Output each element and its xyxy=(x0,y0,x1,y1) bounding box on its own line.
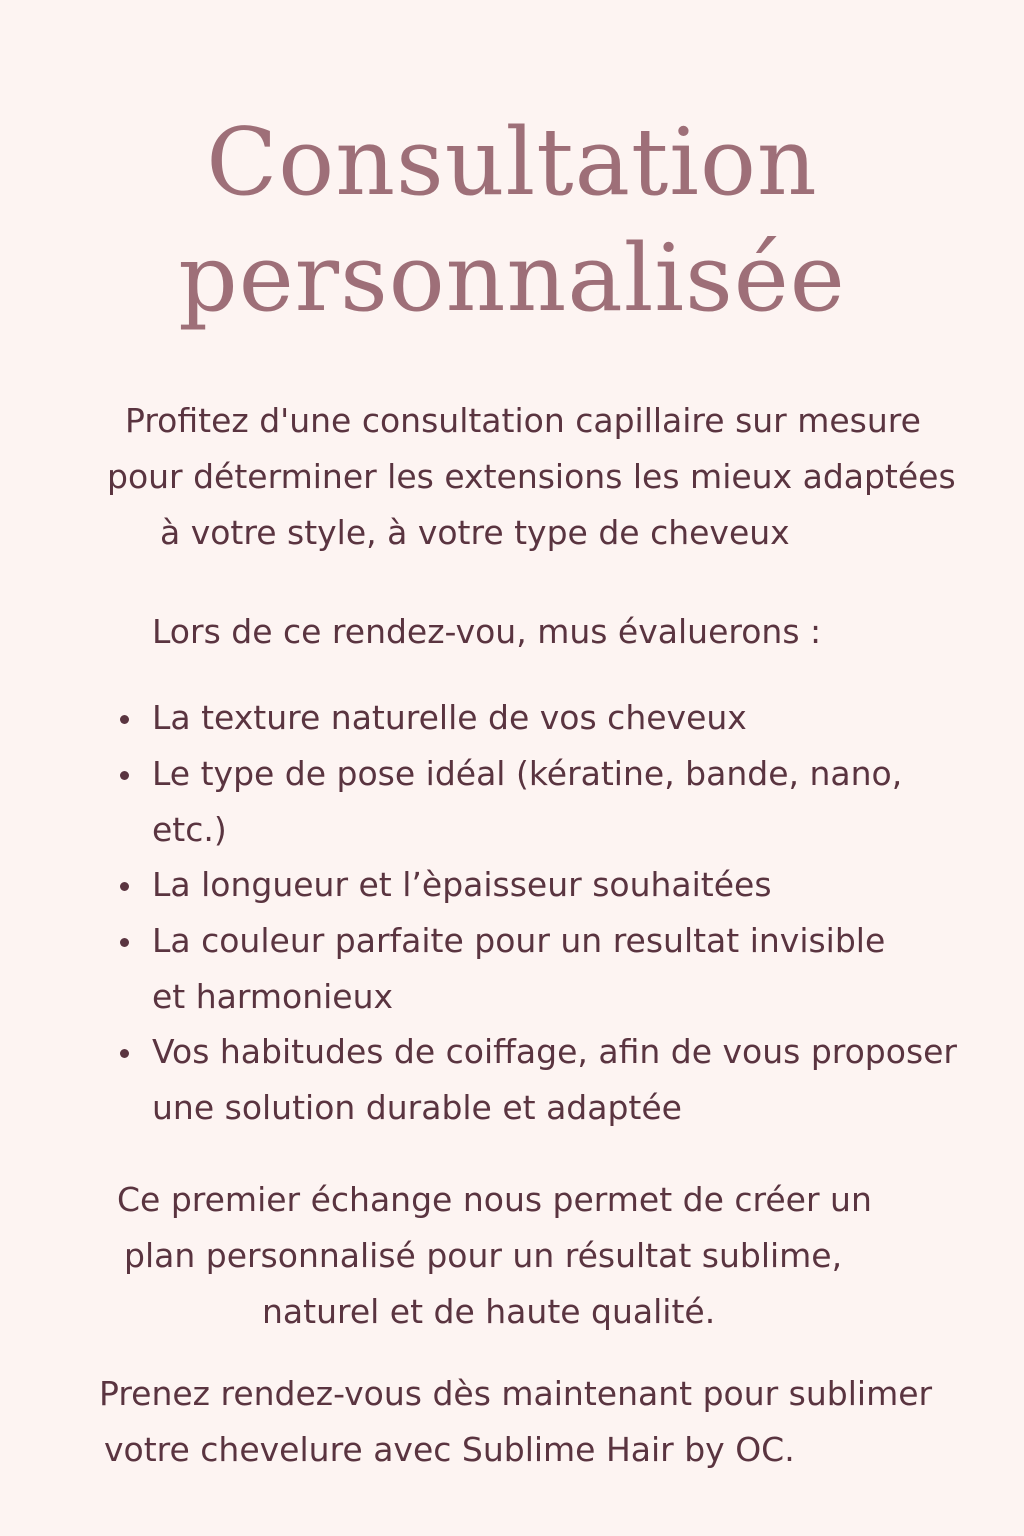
bullet-dot xyxy=(120,882,129,891)
bullet-dot xyxy=(120,771,129,780)
intro-line-2: pour déterminer les extensions les mieux adaptées xyxy=(107,457,956,496)
list-item-line: et harmonieux xyxy=(152,977,394,1016)
cta-line-1: Prenez rendez-vous dès maintenant pour sublimer xyxy=(99,1374,933,1413)
bullet-dot xyxy=(120,1049,129,1058)
outro-line-3: naturel et de haute qualité. xyxy=(262,1292,716,1331)
list-item-line: La texture naturelle de vos cheveux xyxy=(152,698,747,737)
cta-line-2: votre chevelure avec Sublime Hair by OC. xyxy=(104,1430,795,1469)
intro-line-3: à votre style, à votre type de cheveux xyxy=(160,513,790,552)
bullet-dot xyxy=(120,938,129,947)
bullet-dot xyxy=(120,715,129,724)
list-item-line: une solution durable et adaptée xyxy=(152,1088,682,1127)
list-item-line: Le type de pose idéal (kératine, bande, nano, xyxy=(152,754,903,793)
list-item-line: La couleur parfaite pour un resultat invisible xyxy=(152,921,886,960)
page-title-line-2: personnalisée xyxy=(178,224,846,332)
page-title-line-1: Consultation xyxy=(206,108,818,216)
outro-line-1: Ce premier échange nous permet de créer un xyxy=(117,1180,872,1219)
list-item-line: Vos habitudes de coiffage, afin de vous proposer xyxy=(152,1032,958,1071)
outro-line-2: plan personnalisé pour un résultat sublime, xyxy=(124,1236,843,1275)
list-item-line: etc.) xyxy=(152,810,227,849)
intro-line-1: Profitez d'une consultation capillaire sur mesure xyxy=(125,401,921,440)
list-item-line: La longueur et l’èpaisseur souhaitées xyxy=(152,865,772,904)
lead-text: Lors de ce rendez-vou, mus évaluerons : xyxy=(152,612,822,651)
